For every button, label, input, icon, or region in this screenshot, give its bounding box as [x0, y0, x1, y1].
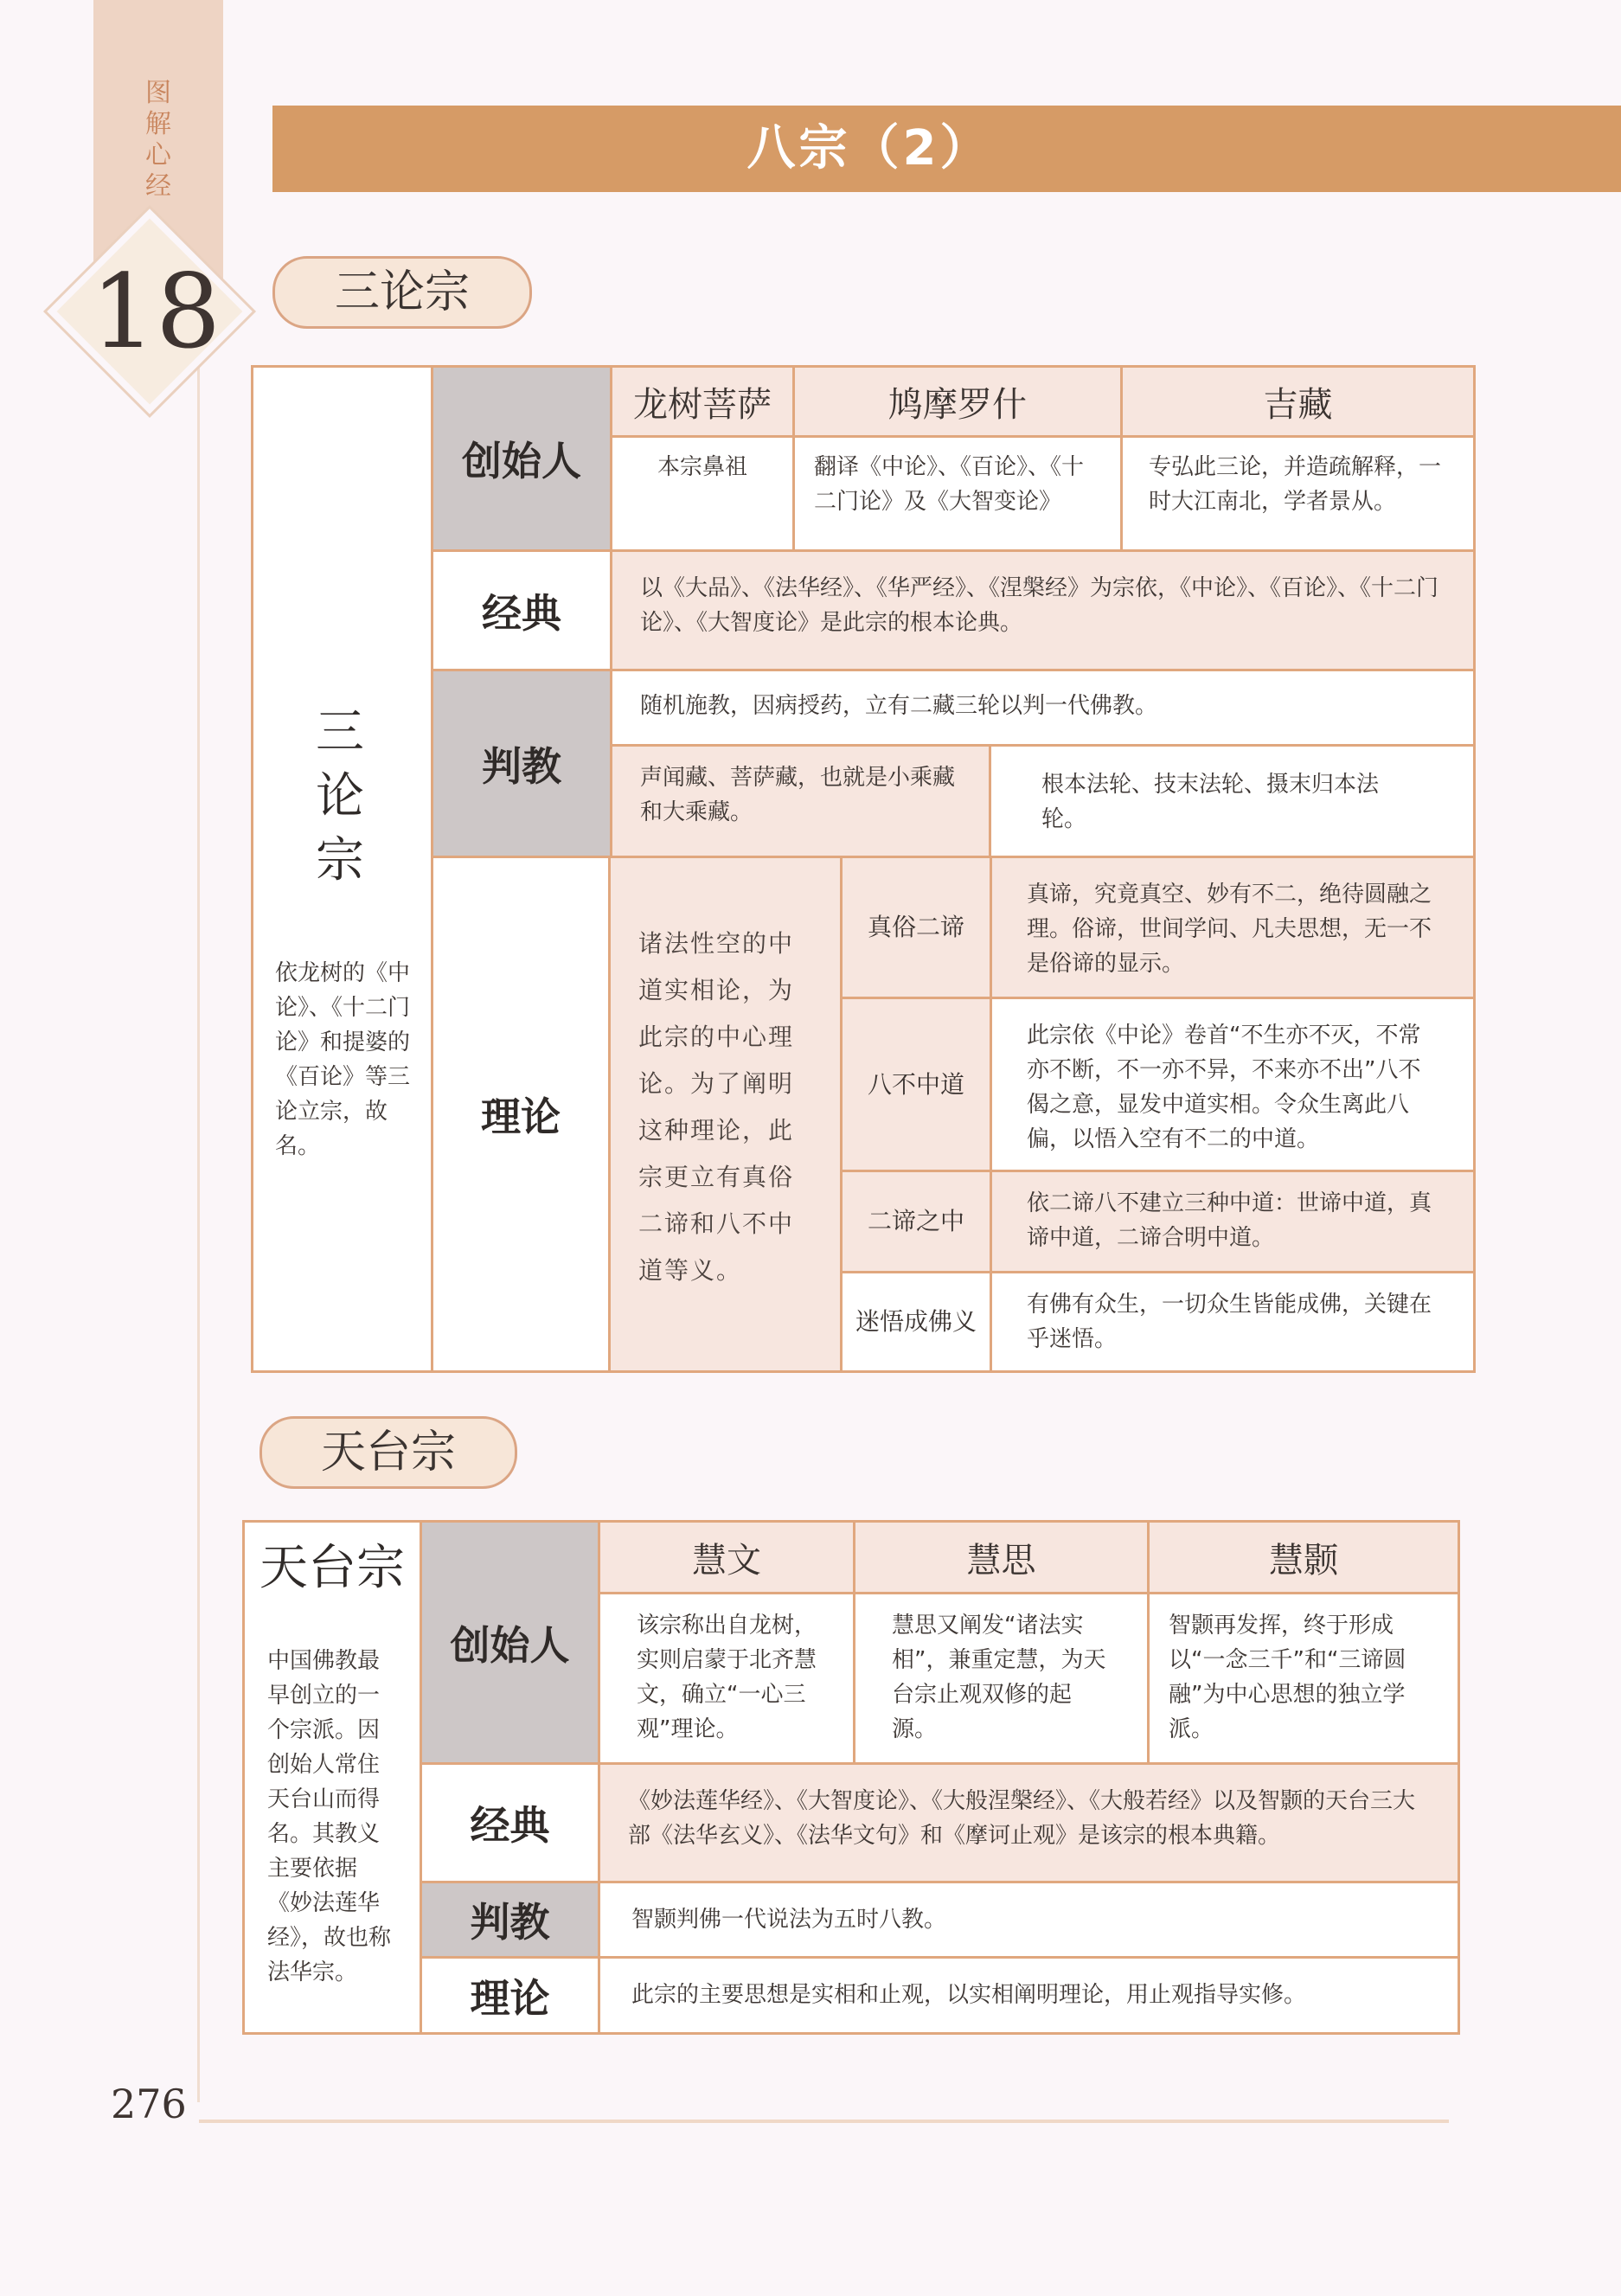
- section-title-sanlun: 三论宗: [272, 256, 532, 329]
- tiantai-founder-desc: 智颢再发挥，终于形成以“一念三千”和“三谛圆融”为中心思想的独立学派。: [1150, 1594, 1458, 1762]
- tiantai-side-cell: [245, 1523, 420, 2032]
- tiantai-side-title: 天台宗: [259, 1540, 405, 1596]
- tiantai-founder-name: 慧思: [855, 1523, 1147, 1592]
- sanlun-founder-desc: 专弘此三论，并造疏解释，一时大江南北，学者景从。: [1123, 438, 1473, 549]
- page-title: 八宗（2）: [746, 120, 992, 176]
- sanlun-founder-name: 鸠摩罗什: [795, 368, 1120, 435]
- tiantai-classics-text: 《妙法莲华经》、《大智度论》、《大般涅槃经》、《大般若经》以及智颢的天台三大部《法华玄义》、《法华文句》和《摩诃止观》是该宗的根本典籍。: [600, 1765, 1458, 1881]
- tiantai-founder-desc: 慧思又阐发“诸法实相”，兼重定慧，为天台宗止观双修的起源。: [855, 1594, 1147, 1762]
- sanlun-theory-item-desc: 此宗依《中论》卷首“不生亦不灭，不常亦不断，不一亦不异，不来亦不出”八不偈之意，显发中道实相。令众生离此八偏，以悟入空有不二的中道。: [992, 999, 1473, 1170]
- sanlun-theory-intro: 诸法性空的中道实相论，为此宗的中心理论。为了阐明这种理论，此宗更立有真俗二谛和八不中道等义。: [638, 929, 795, 1285]
- tiantai-panjiao-text: 智颢判佛一代说法为五时八教。: [600, 1883, 1458, 1956]
- sanlun-founder-name: 吉藏: [1123, 368, 1473, 435]
- sanlun-founders-label: 创始人: [433, 368, 610, 549]
- sanlun-theory-intro-cell: [611, 858, 840, 1370]
- tiantai-founders-label: 创始人: [422, 1523, 598, 1762]
- sanlun-theory-label: 理论: [433, 858, 608, 1370]
- tiantai-panjiao-label: 判教: [422, 1883, 598, 1956]
- sanlun-panjiao-label: 判教: [433, 671, 610, 856]
- sanlun-side-title: 三论宗: [316, 704, 364, 888]
- sanlun-theory-item-desc: 依二谛八不建立三种中道：世谛中道，真谛中道，二谛合明中道。: [992, 1172, 1473, 1271]
- sanlun-panjiao-left: 声闻藏、菩萨藏，也就是小乘藏和大乘藏。: [612, 747, 989, 856]
- sanlun-classics-text: 以《大品》、《法华经》、《华严经》、《涅槃经》为宗依，《中论》、《百论》、《十二门论》、《大智度论》是此宗的根本论典。: [612, 552, 1473, 669]
- sanlun-panjiao-right: 根本法轮、技末法轮、摄末归本法轮。: [991, 747, 1473, 856]
- book-title: 图解心经: [145, 78, 171, 202]
- sanlun-theory-item-name: 真俗二谛: [843, 858, 990, 997]
- tiantai-theory-text: 此宗的主要思想是实相和止观，以实相阐明理论，用止观指导实修。: [600, 1959, 1458, 2032]
- sanlun-founder-desc: 本宗鼻祖: [612, 438, 792, 549]
- sanlun-founder-name: 龙树菩萨: [612, 368, 792, 435]
- tiantai-side-desc: 中国佛教最早创立的一个宗派。因创始人常住天台山而得名。其教义主要依据《妙法莲华经》，故也称法华宗。: [267, 1648, 392, 1985]
- tiantai-founder-name: 慧文: [600, 1523, 853, 1592]
- tiantai-table: [242, 1520, 1460, 2035]
- sanlun-theory-item-desc: 有佛有众生，一切众生皆能成佛，关键在乎迷悟。: [992, 1273, 1473, 1370]
- sanlun-theory-item-name: 迷悟成佛义: [843, 1273, 990, 1370]
- sidebar-rule: [197, 285, 200, 2102]
- sanlun-table: [251, 365, 1476, 1373]
- sanlun-founder-desc: 翻译《中论》、《百论》、《十二门论》及《大智变论》: [795, 438, 1120, 549]
- sanlun-panjiao-text: 随机施教，因病授药，立有二藏三轮以判一代佛教。: [612, 671, 1473, 744]
- tiantai-theory-label: 理论: [422, 1959, 598, 2032]
- sanlun-side-desc: 依龙树的《中论》、《十二门论》和提婆的《百论》等三论立宗，故名。: [275, 960, 411, 1159]
- page-number: 276: [111, 2081, 187, 2127]
- sanlun-side-cell: [253, 368, 431, 1370]
- sanlun-theory-item-desc: 真谛，究竟真空、妙有不二，绝待圆融之理。俗谛，世间学问、凡夫思想，无一不是俗谛的显示。: [992, 858, 1473, 997]
- tiantai-classics-label: 经典: [422, 1765, 598, 1881]
- tiantai-founder-name: 慧颢: [1150, 1523, 1458, 1592]
- section-title-tiantai: 天台宗: [259, 1416, 517, 1489]
- sanlun-classics-label: 经典: [433, 552, 610, 669]
- tiantai-founder-desc: 该宗称出自龙树，实则启蒙于北齐慧文，确立“一心三观”理论。: [600, 1594, 853, 1762]
- sanlun-theory-item-name: 二谛之中: [843, 1172, 990, 1271]
- footer-rule: [199, 2120, 1449, 2123]
- chapter-number: 18: [91, 252, 221, 371]
- sanlun-theory-item-name: 八不中道: [843, 999, 990, 1170]
